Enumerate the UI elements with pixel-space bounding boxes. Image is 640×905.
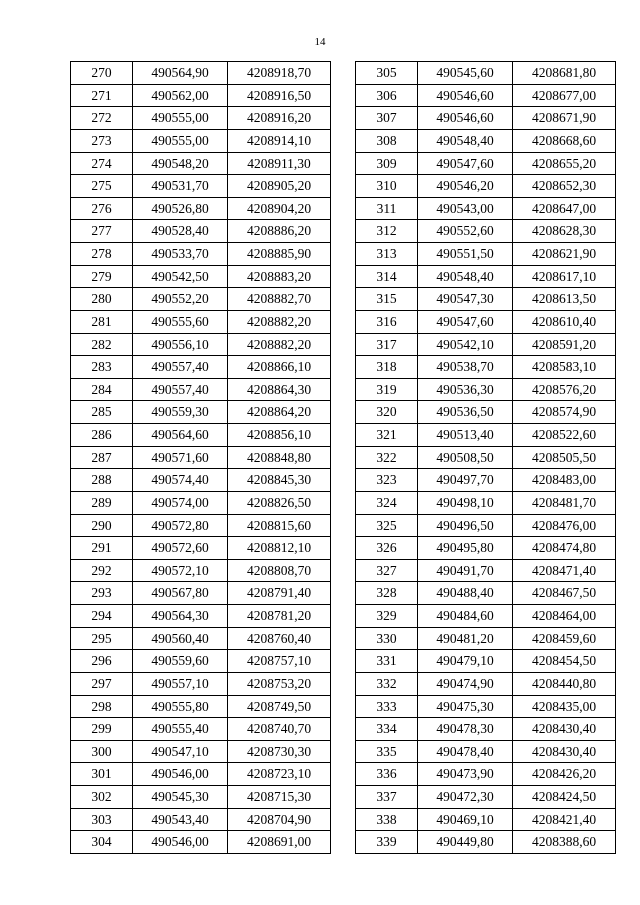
y-coordinate-cell: 4208812,10 (228, 537, 331, 560)
y-coordinate-cell: 4208916,20 (228, 107, 331, 130)
point-number-cell: 271 (71, 84, 133, 107)
y-coordinate-cell: 4208882,20 (228, 333, 331, 356)
table-row (356, 718, 616, 741)
y-coordinate-cell: 4208430,40 (513, 718, 616, 741)
y-coordinate-cell: 4208481,70 (513, 491, 616, 514)
y-coordinate-cell: 4208760,40 (228, 627, 331, 650)
table-row (71, 356, 331, 379)
x-coordinate-cell: 490571,60 (133, 446, 228, 469)
x-coordinate-cell: 490560,40 (133, 627, 228, 650)
table-row (356, 831, 616, 854)
point-number-cell: 290 (71, 514, 133, 537)
x-coordinate-cell: 490533,70 (133, 243, 228, 266)
table-row (71, 288, 331, 311)
y-coordinate-cell: 4208522,60 (513, 424, 616, 447)
y-coordinate-cell: 4208671,90 (513, 107, 616, 130)
table-row (71, 220, 331, 243)
point-number-cell: 307 (356, 107, 418, 130)
y-coordinate-cell: 4208885,90 (228, 243, 331, 266)
table-row (71, 627, 331, 650)
table-row (71, 265, 331, 288)
table-row (71, 695, 331, 718)
y-coordinate-cell: 4208856,10 (228, 424, 331, 447)
y-coordinate-cell: 4208613,50 (513, 288, 616, 311)
x-coordinate-cell: 490547,60 (418, 310, 513, 333)
table-row (71, 469, 331, 492)
table-row (356, 197, 616, 220)
y-coordinate-cell: 4208476,00 (513, 514, 616, 537)
point-number-cell: 314 (356, 265, 418, 288)
point-number-cell: 279 (71, 265, 133, 288)
table-row (356, 220, 616, 243)
x-coordinate-cell: 490574,40 (133, 469, 228, 492)
table-row (356, 446, 616, 469)
coordinates-table-right (355, 61, 616, 854)
x-coordinate-cell: 490551,50 (418, 243, 513, 266)
x-coordinate-cell: 490495,80 (418, 537, 513, 560)
x-coordinate-cell: 490469,10 (418, 808, 513, 831)
table-row (356, 582, 616, 605)
table-row (356, 559, 616, 582)
point-number-cell: 331 (356, 650, 418, 673)
table-row (71, 582, 331, 605)
y-coordinate-cell: 4208454,50 (513, 650, 616, 673)
y-coordinate-cell: 4208576,20 (513, 378, 616, 401)
y-coordinate-cell: 4208668,60 (513, 129, 616, 152)
point-number-cell: 335 (356, 740, 418, 763)
y-coordinate-cell: 4208916,50 (228, 84, 331, 107)
table-row (71, 559, 331, 582)
table-row (71, 808, 331, 831)
y-coordinate-cell: 4208730,30 (228, 740, 331, 763)
y-coordinate-cell: 4208882,20 (228, 310, 331, 333)
y-coordinate-cell: 4208691,00 (228, 831, 331, 854)
x-coordinate-cell: 490528,40 (133, 220, 228, 243)
x-coordinate-cell: 490536,30 (418, 378, 513, 401)
table-row (356, 808, 616, 831)
y-coordinate-cell: 4208655,20 (513, 152, 616, 175)
table-row (356, 152, 616, 175)
table-row (71, 763, 331, 786)
y-coordinate-cell: 4208681,80 (513, 62, 616, 85)
y-coordinate-cell: 4208505,50 (513, 446, 616, 469)
point-number-cell: 306 (356, 84, 418, 107)
table-row (71, 786, 331, 809)
table-row (356, 378, 616, 401)
x-coordinate-cell: 490574,00 (133, 491, 228, 514)
x-coordinate-cell: 490564,60 (133, 424, 228, 447)
point-number-cell: 315 (356, 288, 418, 311)
table-row (71, 831, 331, 854)
table-row (356, 129, 616, 152)
table-row (356, 333, 616, 356)
y-coordinate-cell: 4208591,20 (513, 333, 616, 356)
table-row (71, 84, 331, 107)
x-coordinate-cell: 490546,00 (133, 763, 228, 786)
point-number-cell: 293 (71, 582, 133, 605)
x-coordinate-cell: 490536,50 (418, 401, 513, 424)
x-coordinate-cell: 490479,10 (418, 650, 513, 673)
table-row (356, 627, 616, 650)
point-number-cell: 299 (71, 718, 133, 741)
y-coordinate-cell: 4208610,40 (513, 310, 616, 333)
x-coordinate-cell: 490542,50 (133, 265, 228, 288)
y-coordinate-cell: 4208628,30 (513, 220, 616, 243)
point-number-cell: 313 (356, 243, 418, 266)
point-number-cell: 329 (356, 605, 418, 628)
point-number-cell: 327 (356, 559, 418, 582)
y-coordinate-cell: 4208808,70 (228, 559, 331, 582)
x-coordinate-cell: 490478,40 (418, 740, 513, 763)
point-number-cell: 310 (356, 175, 418, 198)
table-row (356, 84, 616, 107)
y-coordinate-cell: 4208467,50 (513, 582, 616, 605)
point-number-cell: 287 (71, 446, 133, 469)
x-coordinate-cell: 490562,00 (133, 84, 228, 107)
y-coordinate-cell: 4208388,60 (513, 831, 616, 854)
table-row (71, 175, 331, 198)
table-row (356, 786, 616, 809)
y-coordinate-cell: 4208864,30 (228, 378, 331, 401)
coordinates-table-body (356, 62, 616, 854)
point-number-cell: 322 (356, 446, 418, 469)
point-number-cell: 278 (71, 243, 133, 266)
point-number-cell: 291 (71, 537, 133, 560)
point-number-cell: 292 (71, 559, 133, 582)
x-coordinate-cell: 490538,70 (418, 356, 513, 379)
table-row (356, 107, 616, 130)
point-number-cell: 274 (71, 152, 133, 175)
y-coordinate-cell: 4208883,20 (228, 265, 331, 288)
table-row (71, 333, 331, 356)
point-number-cell: 311 (356, 197, 418, 220)
table-row (356, 424, 616, 447)
table-row (356, 605, 616, 628)
y-coordinate-cell: 4208583,10 (513, 356, 616, 379)
point-number-cell: 304 (71, 831, 133, 854)
y-coordinate-cell: 4208435,00 (513, 695, 616, 718)
x-coordinate-cell: 490545,60 (418, 62, 513, 85)
point-number-cell: 288 (71, 469, 133, 492)
point-number-cell: 270 (71, 62, 133, 85)
x-coordinate-cell: 490491,70 (418, 559, 513, 582)
table-row (71, 424, 331, 447)
y-coordinate-cell: 4208905,20 (228, 175, 331, 198)
x-coordinate-cell: 490484,60 (418, 605, 513, 628)
table-row (356, 401, 616, 424)
table-row (356, 310, 616, 333)
y-coordinate-cell: 4208826,50 (228, 491, 331, 514)
y-coordinate-cell: 4208652,30 (513, 175, 616, 198)
point-number-cell: 280 (71, 288, 133, 311)
y-coordinate-cell: 4208574,90 (513, 401, 616, 424)
y-coordinate-cell: 4208918,70 (228, 62, 331, 85)
point-number-cell: 337 (356, 786, 418, 809)
y-coordinate-cell: 4208866,10 (228, 356, 331, 379)
x-coordinate-cell: 490547,60 (418, 152, 513, 175)
y-coordinate-cell: 4208426,20 (513, 763, 616, 786)
point-number-cell: 305 (356, 62, 418, 85)
point-number-cell: 328 (356, 582, 418, 605)
table-row (356, 695, 616, 718)
table-row (71, 650, 331, 673)
point-number-cell: 301 (71, 763, 133, 786)
point-number-cell: 298 (71, 695, 133, 718)
table-row (356, 469, 616, 492)
table-row (71, 310, 331, 333)
y-coordinate-cell: 4208617,10 (513, 265, 616, 288)
x-coordinate-cell: 490555,40 (133, 718, 228, 741)
x-coordinate-cell: 490497,70 (418, 469, 513, 492)
y-coordinate-cell: 4208791,40 (228, 582, 331, 605)
x-coordinate-cell: 490496,50 (418, 514, 513, 537)
x-coordinate-cell: 490555,80 (133, 695, 228, 718)
table-row (71, 62, 331, 85)
point-number-cell: 320 (356, 401, 418, 424)
y-coordinate-cell: 4208471,40 (513, 559, 616, 582)
point-number-cell: 330 (356, 627, 418, 650)
point-number-cell: 324 (356, 491, 418, 514)
point-number-cell: 332 (356, 672, 418, 695)
x-coordinate-cell: 490513,40 (418, 424, 513, 447)
x-coordinate-cell: 490559,30 (133, 401, 228, 424)
point-number-cell: 326 (356, 537, 418, 560)
table-row (71, 718, 331, 741)
table-row (71, 537, 331, 560)
table-row (71, 605, 331, 628)
point-number-cell: 333 (356, 695, 418, 718)
x-coordinate-cell: 490478,30 (418, 718, 513, 741)
y-coordinate-cell: 4208864,20 (228, 401, 331, 424)
y-coordinate-cell: 4208882,70 (228, 288, 331, 311)
table-row (356, 672, 616, 695)
x-coordinate-cell: 490552,20 (133, 288, 228, 311)
table-row (71, 740, 331, 763)
point-number-cell: 295 (71, 627, 133, 650)
point-number-cell: 275 (71, 175, 133, 198)
point-number-cell: 294 (71, 605, 133, 628)
point-number-cell: 317 (356, 333, 418, 356)
point-number-cell: 309 (356, 152, 418, 175)
x-coordinate-cell: 490475,30 (418, 695, 513, 718)
x-coordinate-cell: 490548,40 (418, 129, 513, 152)
x-coordinate-cell: 490481,20 (418, 627, 513, 650)
table-row (356, 356, 616, 379)
x-coordinate-cell: 490498,10 (418, 491, 513, 514)
x-coordinate-cell: 490546,00 (133, 831, 228, 854)
point-number-cell: 308 (356, 129, 418, 152)
x-coordinate-cell: 490545,30 (133, 786, 228, 809)
x-coordinate-cell: 490547,10 (133, 740, 228, 763)
y-coordinate-cell: 4208911,30 (228, 152, 331, 175)
x-coordinate-cell: 490572,60 (133, 537, 228, 560)
table-row (356, 514, 616, 537)
y-coordinate-cell: 4208464,00 (513, 605, 616, 628)
y-coordinate-cell: 4208715,30 (228, 786, 331, 809)
x-coordinate-cell: 490567,80 (133, 582, 228, 605)
point-number-cell: 284 (71, 378, 133, 401)
point-number-cell: 286 (71, 424, 133, 447)
y-coordinate-cell: 4208914,10 (228, 129, 331, 152)
y-coordinate-cell: 4208757,10 (228, 650, 331, 673)
y-coordinate-cell: 4208440,80 (513, 672, 616, 695)
y-coordinate-cell: 4208848,80 (228, 446, 331, 469)
x-coordinate-cell: 490473,90 (418, 763, 513, 786)
y-coordinate-cell: 4208421,40 (513, 808, 616, 831)
y-coordinate-cell: 4208753,20 (228, 672, 331, 695)
x-coordinate-cell: 490548,40 (418, 265, 513, 288)
y-coordinate-cell: 4208704,90 (228, 808, 331, 831)
y-coordinate-cell: 4208904,20 (228, 197, 331, 220)
x-coordinate-cell: 490546,60 (418, 84, 513, 107)
y-coordinate-cell: 4208424,50 (513, 786, 616, 809)
x-coordinate-cell: 490543,40 (133, 808, 228, 831)
table-row (71, 672, 331, 695)
y-coordinate-cell: 4208621,90 (513, 243, 616, 266)
point-number-cell: 296 (71, 650, 133, 673)
x-coordinate-cell: 490546,20 (418, 175, 513, 198)
point-number-cell: 323 (356, 469, 418, 492)
point-number-cell: 338 (356, 808, 418, 831)
point-number-cell: 272 (71, 107, 133, 130)
x-coordinate-cell: 490508,50 (418, 446, 513, 469)
point-number-cell: 339 (356, 831, 418, 854)
y-coordinate-cell: 4208430,40 (513, 740, 616, 763)
table-row (71, 378, 331, 401)
x-coordinate-cell: 490555,00 (133, 107, 228, 130)
y-coordinate-cell: 4208815,60 (228, 514, 331, 537)
table-row (356, 491, 616, 514)
x-coordinate-cell: 490474,90 (418, 672, 513, 695)
point-number-cell: 289 (71, 491, 133, 514)
table-row (71, 401, 331, 424)
table-row (356, 763, 616, 786)
table-row (71, 152, 331, 175)
x-coordinate-cell: 490526,80 (133, 197, 228, 220)
x-coordinate-cell: 490556,10 (133, 333, 228, 356)
point-number-cell: 303 (71, 808, 133, 831)
table-row (356, 740, 616, 763)
point-number-cell: 273 (71, 129, 133, 152)
table-row (356, 62, 616, 85)
y-coordinate-cell: 4208459,60 (513, 627, 616, 650)
coordinates-table-left (70, 61, 331, 854)
x-coordinate-cell: 490488,40 (418, 582, 513, 605)
x-coordinate-cell: 490557,40 (133, 378, 228, 401)
x-coordinate-cell: 490555,60 (133, 310, 228, 333)
y-coordinate-cell: 4208647,00 (513, 197, 616, 220)
x-coordinate-cell: 490548,20 (133, 152, 228, 175)
x-coordinate-cell: 490564,90 (133, 62, 228, 85)
x-coordinate-cell: 490552,60 (418, 220, 513, 243)
page-number: 14 (314, 36, 326, 48)
table-row (356, 243, 616, 266)
y-coordinate-cell: 4208749,50 (228, 695, 331, 718)
point-number-cell: 285 (71, 401, 133, 424)
x-coordinate-cell: 490547,30 (418, 288, 513, 311)
point-number-cell: 318 (356, 356, 418, 379)
x-coordinate-cell: 490531,70 (133, 175, 228, 198)
point-number-cell: 300 (71, 740, 133, 763)
table-row (71, 446, 331, 469)
x-coordinate-cell: 490572,80 (133, 514, 228, 537)
table-row (356, 288, 616, 311)
y-coordinate-cell: 4208740,70 (228, 718, 331, 741)
x-coordinate-cell: 490472,30 (418, 786, 513, 809)
x-coordinate-cell: 490555,00 (133, 129, 228, 152)
table-row (71, 129, 331, 152)
x-coordinate-cell: 490557,10 (133, 672, 228, 695)
point-number-cell: 277 (71, 220, 133, 243)
point-number-cell: 334 (356, 718, 418, 741)
table-row (71, 491, 331, 514)
y-coordinate-cell: 4208677,00 (513, 84, 616, 107)
point-number-cell: 282 (71, 333, 133, 356)
point-number-cell: 283 (71, 356, 133, 379)
point-number-cell: 325 (356, 514, 418, 537)
x-coordinate-cell: 490559,60 (133, 650, 228, 673)
x-coordinate-cell: 490543,00 (418, 197, 513, 220)
point-number-cell: 336 (356, 763, 418, 786)
table-row (356, 265, 616, 288)
y-coordinate-cell: 4208483,00 (513, 469, 616, 492)
y-coordinate-cell: 4208845,30 (228, 469, 331, 492)
table-row (71, 514, 331, 537)
table-row (356, 650, 616, 673)
y-coordinate-cell: 4208723,10 (228, 763, 331, 786)
x-coordinate-cell: 490557,40 (133, 356, 228, 379)
point-number-cell: 321 (356, 424, 418, 447)
y-coordinate-cell: 4208781,20 (228, 605, 331, 628)
y-coordinate-cell: 4208886,20 (228, 220, 331, 243)
x-coordinate-cell: 490449,80 (418, 831, 513, 854)
x-coordinate-cell: 490546,60 (418, 107, 513, 130)
x-coordinate-cell: 490564,30 (133, 605, 228, 628)
table-row (71, 243, 331, 266)
point-number-cell: 312 (356, 220, 418, 243)
y-coordinate-cell: 4208474,80 (513, 537, 616, 560)
coordinates-table-body (71, 62, 331, 854)
point-number-cell: 316 (356, 310, 418, 333)
point-number-cell: 302 (71, 786, 133, 809)
point-number-cell: 319 (356, 378, 418, 401)
x-coordinate-cell: 490542,10 (418, 333, 513, 356)
point-number-cell: 276 (71, 197, 133, 220)
x-coordinate-cell: 490572,10 (133, 559, 228, 582)
table-row (71, 107, 331, 130)
point-number-cell: 297 (71, 672, 133, 695)
table-row (356, 175, 616, 198)
table-row (356, 537, 616, 560)
point-number-cell: 281 (71, 310, 133, 333)
table-row (71, 197, 331, 220)
